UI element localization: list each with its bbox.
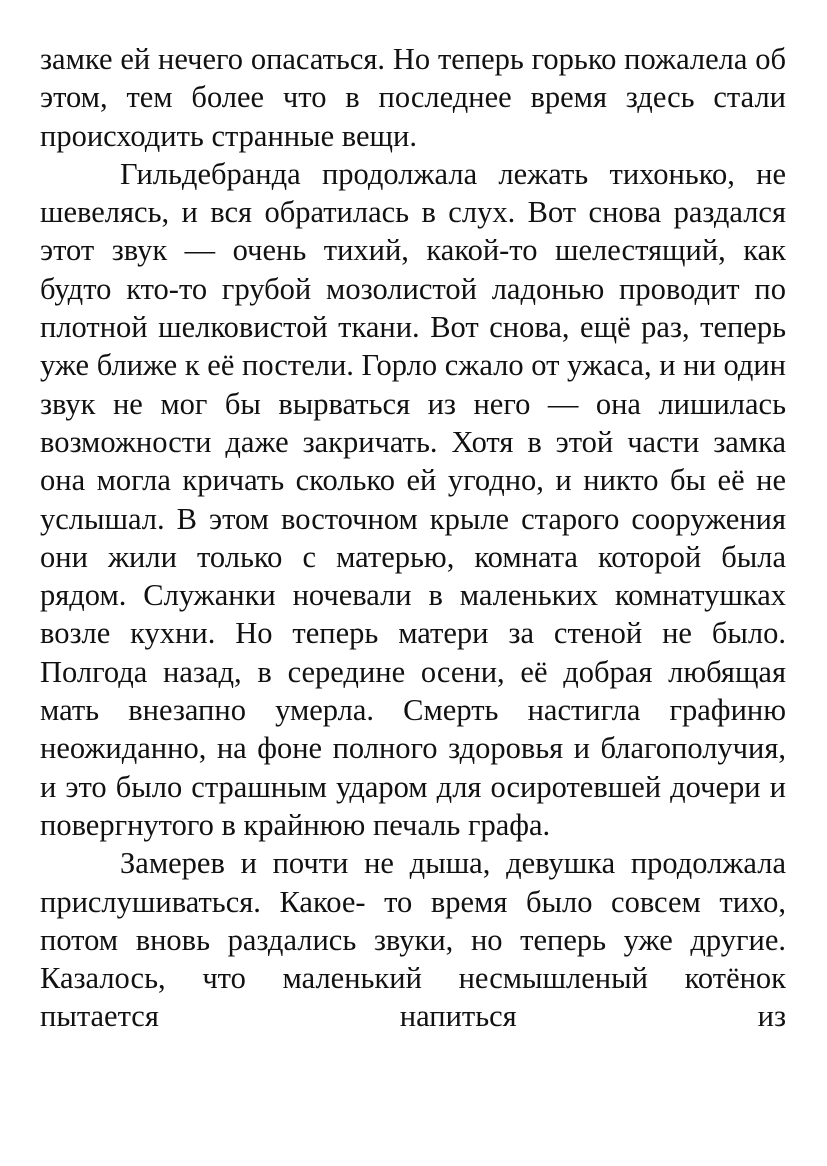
- paragraph-3: Замерев и почти не дыша, девушка продолжала прислушиваться. Какое- то время было совсем тихо, потом вновь раздались звуки, но теперь уже другие. Казалось, что маленький несмышленый котёнок пытается напиться из: [40, 846, 786, 1034]
- paragraph-2: Гильдебранда продолжала лежать тихонько, не шевелясь, и вся обратилась в слух. Вот снова раздался этот звук — очень тихий, какой-то шелестящий, как будто кто-то грубой мозолистой ладонью проводит по плотной шелковистой ткани. Вот снова, ещё раз, теперь уже ближе к её постели. Горло сжало от ужаса, и ни один звук не мог бы вырваться из него — она лишилась возможности даже закричать. Хотя в этой части замка она могла кричать сколько ей угодно, и никто бы её не услышал. В этом восточном крыле старого сооружения они жили только с матерью, комната которой была рядом. Служанки ночевали в маленьких комнатушках возле кухни. Но теперь матери за стеной не было. Полгода назад, в середине осени, её добрая любящая мать внезапно умерла. Смерть настигла графиню неожиданно, на фоне полного здоровья и благополучия, и это было страшным ударом для осиротевшей дочери и повергнутого в крайнюю печаль графа.: [40, 156, 786, 842]
- paragraph-1: замке ей нечего опасаться. Но теперь горько пожалела об этом, тем более что в последнее время здесь стали происходить странные вещи.: [40, 42, 786, 153]
- document-page: [40, 40, 786, 1036]
